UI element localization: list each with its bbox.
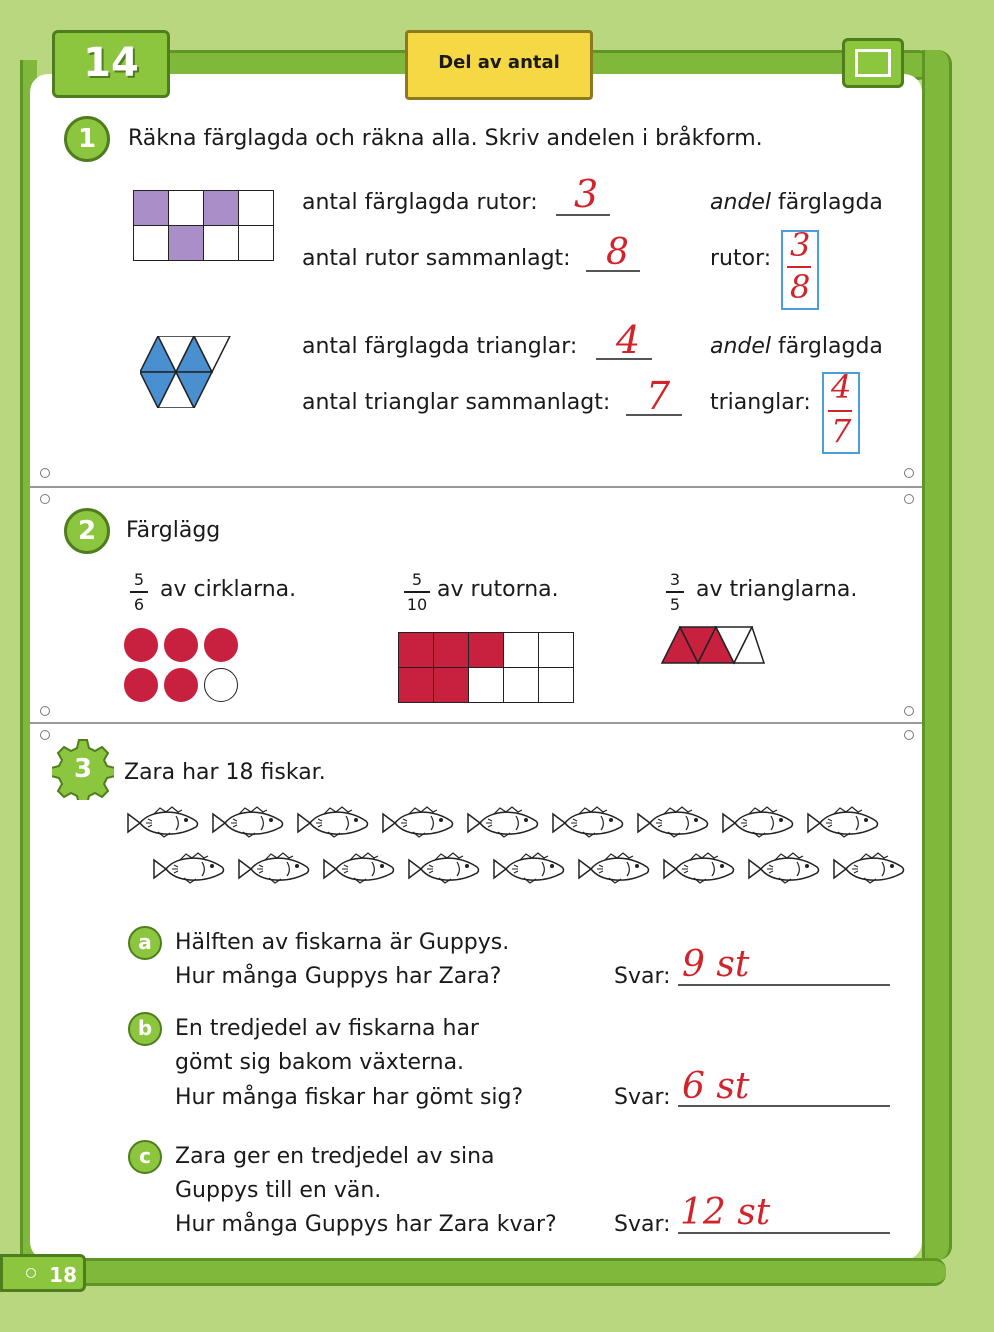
fraction-denominator: 6 [133, 595, 145, 614]
grid-cell [399, 633, 434, 668]
fish-icon [804, 806, 882, 844]
sub-question-a-line-1: Hälften av fiskarna är Guppys. [175, 930, 510, 955]
answer-a-label: Svar: [614, 964, 671, 989]
grid-cell [239, 226, 274, 261]
chapter-title: Del av antal [405, 30, 593, 100]
fish-icon [235, 852, 313, 890]
circle-shape[interactable] [204, 668, 238, 702]
circles-label: av cirklarna. [160, 577, 297, 602]
circle-shape[interactable] [124, 668, 158, 702]
section-divider [30, 722, 922, 724]
fish-icon [549, 806, 627, 844]
sub-question-c-line-1: Zara ger en tredjedel av sina [175, 1144, 495, 1169]
task-3-intro: Zara har 18 fiskar. [124, 760, 326, 785]
task-1-square-grid [133, 190, 274, 261]
screw-icon [904, 494, 914, 504]
grid-cell [469, 633, 504, 668]
task-2-instruction: Färglägg [126, 518, 221, 543]
task-1-number: 1 [64, 116, 110, 162]
fish-icon [464, 806, 542, 844]
sub-question-b-line-3: Hur många fiskar har gömt sig? [175, 1085, 524, 1110]
grid-cell [204, 226, 239, 261]
task-1-instruction: Räkna färglagda och räkna alla. Skriv andelen i bråkform. [128, 126, 763, 151]
screw-icon [40, 730, 50, 740]
fish-icon [320, 852, 398, 890]
grid-cell [469, 668, 504, 703]
fish-icon [294, 806, 372, 844]
sub-question-a-letter: a [128, 926, 162, 960]
task-2-triangle-strip[interactable] [660, 626, 766, 666]
grid-cell [504, 633, 539, 668]
task-1-triangle-shape [140, 336, 232, 408]
fish-icon [379, 806, 457, 844]
total-squares-label: antal rutor sammanlagt: [302, 246, 571, 271]
fraction-denominator: 10 [406, 595, 428, 614]
triangles-fraction-denominator: 7 [831, 412, 852, 450]
triangles-fraction [666, 570, 684, 614]
triangles-share-label: andel färglagda [710, 334, 883, 359]
fraction-denominator: 5 [669, 595, 681, 614]
task-2-number: 2 [64, 508, 110, 554]
fish-icon [830, 852, 908, 890]
circle-shape[interactable] [204, 628, 238, 662]
colored-triangles-answer: 4 [616, 318, 641, 362]
fraction-numerator: 5 [133, 570, 145, 589]
colored-squares-answer: 3 [574, 172, 599, 216]
fish-icon [124, 806, 202, 844]
fraction-numerator: 5 [411, 570, 423, 589]
colored-squares-label: antal färglagda rutor: [302, 190, 538, 215]
frame-pipe-right [922, 50, 952, 1260]
frame-pipe-bottom [30, 1258, 946, 1286]
grid-cell [134, 191, 169, 226]
total-triangles-label: antal trianglar sammanlagt: [302, 390, 611, 415]
sub-question-b-line-1: En tredjedel av fiskarna har [175, 1016, 479, 1041]
circle-shape[interactable] [124, 628, 158, 662]
task-3-number: 3 [73, 754, 93, 784]
fish-icon [745, 852, 823, 890]
screw-icon [904, 706, 914, 716]
grid-cell [169, 226, 204, 261]
section-divider [30, 486, 922, 488]
fish-icon [405, 852, 483, 890]
answer-a-value: 9 st [682, 944, 750, 985]
page-number: 18 [0, 1254, 86, 1292]
grid-cell [539, 668, 574, 703]
circle-shape[interactable] [164, 668, 198, 702]
grid-cell [204, 191, 239, 226]
grid-cell [134, 226, 169, 261]
sub-question-c-letter: c [128, 1140, 162, 1174]
grid-cell [434, 633, 469, 668]
answer-c-value: 12 st [680, 1192, 771, 1233]
sub-question-b-line-2: gömt sig bakom växterna. [175, 1050, 465, 1075]
film-icon[interactable] [842, 38, 904, 88]
squares-share-label: andel färglagda [710, 190, 883, 215]
grid-cell [169, 191, 204, 226]
fish-icon [209, 806, 287, 844]
answer-b-label: Svar: [614, 1085, 671, 1110]
screw-icon [26, 1268, 36, 1278]
sub-question-c-line-2: Guppys till en vän. [175, 1178, 382, 1203]
screw-icon [40, 468, 50, 478]
chapter-number-badge: 14 [52, 30, 170, 98]
colored-triangles-label: antal färglagda trianglar: [302, 334, 578, 359]
total-squares-answer: 8 [606, 232, 629, 273]
fish-icon [634, 806, 712, 844]
triangles-label: av trianglarna. [696, 577, 858, 602]
task-2-square-grid[interactable] [398, 632, 574, 703]
fish-icon [490, 852, 568, 890]
grid-cell [539, 633, 574, 668]
sub-question-a-line-2: Hur många Guppys har Zara? [175, 964, 502, 989]
fish-icon [150, 852, 228, 890]
triangles-fraction-numerator: 4 [831, 368, 852, 406]
sub-question-b-letter: b [128, 1012, 162, 1046]
screw-icon [40, 494, 50, 504]
fraction-numerator: 3 [669, 570, 681, 589]
answer-c-label: Svar: [614, 1212, 671, 1237]
squares-fraction-denominator: 8 [790, 268, 811, 306]
total-triangles-answer: 7 [646, 374, 671, 418]
screw-icon [904, 468, 914, 478]
squares-label: av rutorna. [437, 577, 559, 602]
screw-icon [40, 706, 50, 716]
fish-icon [719, 806, 797, 844]
squares-share-label-line2: rutor: [710, 246, 772, 271]
triangles-share-label-line2: trianglar: [710, 390, 811, 415]
fish-icon [660, 852, 738, 890]
grid-cell [504, 668, 539, 703]
grid-cell [239, 191, 274, 226]
circles-fraction [130, 570, 148, 614]
sub-question-c-line-3: Hur många Guppys har Zara kvar? [175, 1212, 557, 1237]
squares-fraction [404, 570, 430, 614]
grid-cell [434, 668, 469, 703]
squares-fraction-numerator: 3 [790, 226, 811, 264]
screw-icon [904, 730, 914, 740]
circle-shape[interactable] [164, 628, 198, 662]
answer-b-value: 6 st [682, 1066, 750, 1107]
grid-cell [399, 668, 434, 703]
fish-icon [575, 852, 653, 890]
